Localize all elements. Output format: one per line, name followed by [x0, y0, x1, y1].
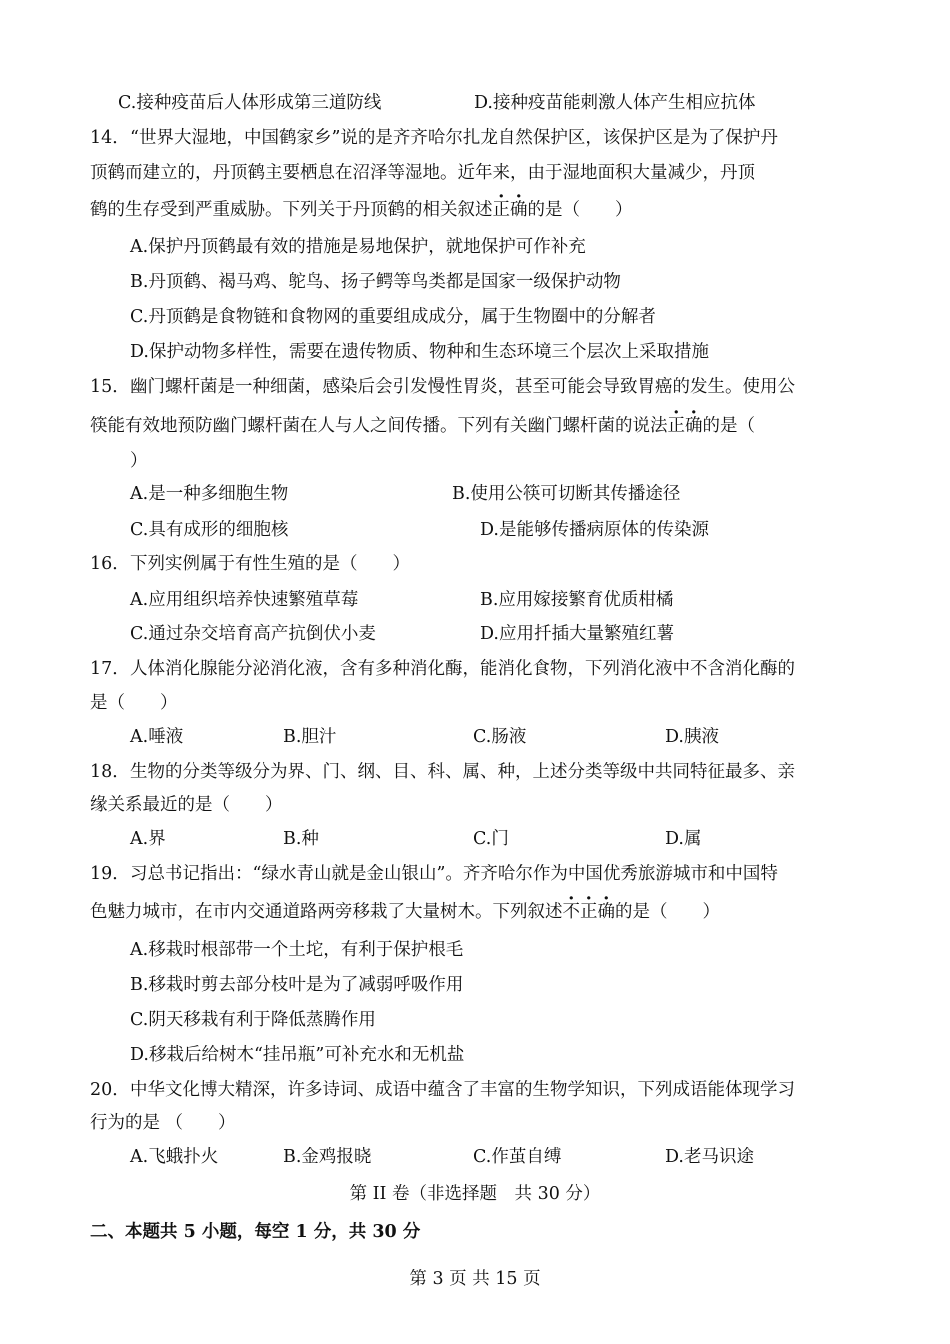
q14-line3-post: 的是（ ）: [527, 200, 633, 220]
q13-option-d: D.接种疫苗能刺激人体产生相应抗体: [474, 93, 756, 113]
q16-option-c: C.通过杂交培育高产抗倒伏小麦: [130, 624, 376, 644]
q18-stem-line2: 缘关系最近的是（ ）: [90, 795, 283, 815]
q18-option-c: C.门: [473, 829, 509, 849]
q16-option-a: A.应用组织培养快速繁殖草莓: [130, 590, 359, 610]
q15-option-c: C.具有成形的细胞核: [130, 520, 289, 540]
q19-option-a: A.移栽时根部带一个土坨，有利于保护根毛: [130, 940, 464, 960]
q14-option-a: A.保护丹顶鹤最有效的措施是易地保护，就地保护可作补充: [130, 237, 586, 257]
q14-stem-line2: 顶鹤而建立的，丹顶鹤主要栖息在沼泽等湿地。近年来，由于湿地面积大量减少，丹顶: [90, 163, 755, 183]
q19-option-d: D.移栽后给树木“挂吊瓶”可补充水和无机盐: [130, 1045, 465, 1065]
q13-option-c: C.接种疫苗后人体形成第三道防线: [118, 93, 382, 113]
q15-stem-line1: 幽门螺杆菌是一种细菌，感染后会引发慢性胃炎，甚至可能会导致胃癌的发生。使用公: [130, 377, 795, 397]
q19-option-c: C.阴天移栽有利于降低蒸腾作用: [130, 1010, 376, 1030]
q14-option-d: D.保护动物多样性，需要在遗传物质、物种和生态环境三个层次上采取措施: [130, 342, 709, 362]
q14-emphasis: [493, 200, 528, 220]
q17-option-a: A.唾液: [130, 727, 184, 747]
q19-number: 19．: [90, 864, 130, 884]
q20-number: 20．: [90, 1080, 130, 1100]
section2-title: 第 II 卷（非选择题 共 30 分）: [349, 1184, 601, 1204]
q15-number: 15．: [90, 377, 130, 397]
q14-option-c: C.丹顶鹤是食物链和食物网的重要组成成分，属于生物圈中的分解者: [130, 307, 656, 327]
q18-number: 18．: [90, 762, 130, 782]
q14-emph-char-2: 确: [510, 200, 528, 220]
q16-option-d: D.应用扦插大量繁殖红薯: [480, 624, 674, 644]
q17-option-d: D.胰液: [665, 727, 719, 747]
q19-option-b: B.移栽时剪去部分枝叶是为了减弱呼吸作用: [130, 975, 464, 995]
q17-option-c: C.肠液: [473, 727, 527, 747]
q19-stem-line1: 习总书记指出：“绿水青山就是金山银山”。齐齐哈尔作为中国优秀旅游城市和中国特: [130, 864, 778, 884]
q18-option-b: B.种: [283, 829, 319, 849]
q16-number: 16．: [90, 554, 130, 574]
q15-line2-pre: 筷能有效地预防幽门螺杆菌在人与人之间传播。下列有关幽门螺杆菌的说法: [90, 416, 668, 436]
q19-emph-char-0: 不: [562, 902, 580, 922]
q19-line2-pre: 色魅力城市，在市内交通道路两旁移栽了大量树木。下列叙述: [90, 902, 563, 922]
q16-option-b: B.应用嫁接繁育优质柑橘: [480, 590, 674, 610]
q17-option-b: B.胆汁: [283, 727, 337, 747]
q14-option-b: B.丹顶鹤、褐马鸡、鸵鸟、扬子鳄等鸟类都是国家一级保护动物: [130, 272, 621, 292]
q20-stem-line1: 中华文化博大精深，许多诗词、成语中蕴含了丰富的生物学知识，下列成语能体现学习: [130, 1080, 795, 1100]
q15-stem-line2: [90, 414, 755, 438]
q15-emph-char-2: 确: [685, 416, 703, 436]
q14-stem-line1: “世界大湿地，中国鹤家乡”说的是齐齐哈尔扎龙自然保护区，该保护区是为了保护丹: [130, 128, 778, 148]
q16-stem-line1: 下列实例属于有性生殖的是（ ）: [130, 554, 410, 574]
q20-option-d: D.老马识途: [665, 1147, 754, 1167]
q18-option-a: A.界: [130, 829, 166, 849]
q19-stem-line2: [90, 900, 720, 924]
q19-emph-char-1: 正: [580, 902, 598, 922]
page-footer: 第 3 页 共 15 页: [409, 1269, 541, 1289]
q14-stem-line3: [90, 198, 633, 222]
q14-emph-char-1: 正: [492, 200, 510, 220]
q15-option-b: B.使用公筷可切断其传播途径: [452, 484, 681, 504]
q17-stem-line1: 人体消化腺能分泌消化液，含有多种消化酶，能消化食物，下列消化液中不含消化酶的: [130, 659, 795, 679]
q20-option-b: B.金鸡报晓: [283, 1147, 372, 1167]
q14-number: 14．: [90, 128, 130, 148]
q19-line2-post: 的是（ ）: [615, 902, 720, 922]
q15-emph-char-1: 正: [667, 416, 685, 436]
q19-emph-char-2: 确: [597, 902, 615, 922]
q17-stem-line2: 是（ ）: [90, 693, 178, 713]
q20-option-a: A.飞蛾扑火: [130, 1147, 219, 1167]
q15-option-a: A.是一种多细胞生物: [130, 484, 289, 504]
q20-option-c: C.作茧自缚: [473, 1147, 562, 1167]
q14-line3-pre: 鹤的生存受到严重威胁。下列关于丹顶鹤的相关叙述: [90, 200, 493, 220]
q20-stem-line2: 行为的是 （ ）: [90, 1113, 236, 1133]
q15-stem-line3: ）: [130, 451, 148, 471]
q18-option-d: D.属: [665, 829, 702, 849]
q17-number: 17．: [90, 659, 130, 679]
q18-stem-line1: 生物的分类等级分为界、门、纲、目、科、属、种，上述分类等级中共同特征最多、亲: [130, 762, 795, 782]
q15-line2-post: 的是（: [702, 416, 755, 436]
q15-option-d: D.是能够传播病原体的传染源: [480, 520, 709, 540]
section2-heading: 二、本题共 5 小题，每空 1 分，共 30 分: [90, 1222, 421, 1242]
